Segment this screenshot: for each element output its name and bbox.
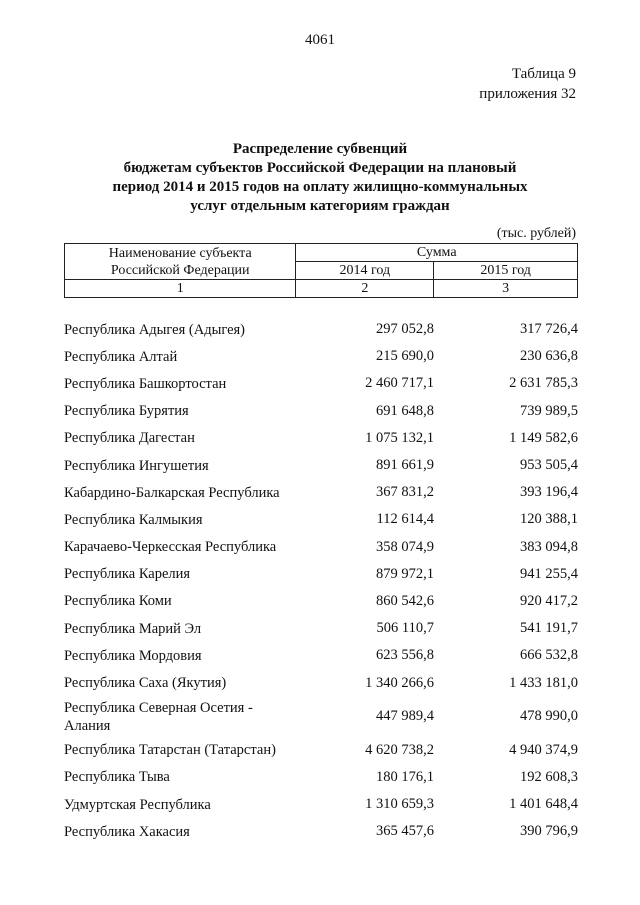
value-2014: 879 972,1 <box>376 565 434 582</box>
units-label: (тыс. рублей) <box>496 226 576 241</box>
table-row <box>64 697 578 737</box>
table-row <box>64 642 578 669</box>
value-2015: 192 608,3 <box>520 768 578 785</box>
table-row <box>64 425 578 452</box>
value-2014: 506 110,7 <box>376 620 434 637</box>
data-table <box>64 316 578 845</box>
region-name <box>64 697 296 737</box>
region-name-line1: Республика Северная Осетия - <box>64 699 253 716</box>
value-2015: 920 417,2 <box>520 592 578 609</box>
table-row <box>64 818 578 845</box>
region-name: Республика Алтай <box>64 348 178 365</box>
value-2015: 4 940 374,9 <box>509 741 578 758</box>
value-2014: 1 075 132,1 <box>365 429 434 446</box>
header-num-3: 3 <box>434 280 578 298</box>
table-reference <box>479 64 576 104</box>
region-name: Республика Карелия <box>64 566 191 583</box>
header-name-line2: Российской Федерации <box>110 262 250 278</box>
table-ref-line1: Таблица 9 <box>511 66 576 82</box>
header-num-1: 1 <box>65 280 296 298</box>
value-2014: 623 556,8 <box>376 647 434 664</box>
region-name: Республика Тыва <box>64 769 170 786</box>
table-row <box>64 669 578 696</box>
region-name: Республика Саха (Якутия) <box>64 675 227 692</box>
value-2014: 1 310 659,3 <box>365 796 434 813</box>
title-line2: бюджетам субъектов Российской Федерации на плановый <box>123 160 517 176</box>
document-title <box>0 140 640 216</box>
region-name: Республика Мордовия <box>64 647 202 664</box>
value-2015: 317 726,4 <box>520 321 578 338</box>
region-name: Республика Адыгея (Адыгея) <box>64 321 246 338</box>
region-name: Республика Хакасия <box>64 823 190 840</box>
table-row <box>64 615 578 642</box>
value-2014: 1 340 266,6 <box>365 674 434 691</box>
title-line1: Распределение субвенций <box>232 141 408 157</box>
region-name: Карачаево-Черкесская Республика <box>64 539 277 556</box>
value-2015: 1 149 582,6 <box>509 429 578 446</box>
value-2015: 739 989,5 <box>520 402 578 419</box>
table-row <box>64 764 578 791</box>
header-2014: 2014 год <box>296 262 434 280</box>
value-2014: 447 989,4 <box>376 708 434 725</box>
table-row <box>64 452 578 479</box>
table-row <box>64 479 578 506</box>
region-name: Республика Коми <box>64 593 172 610</box>
value-2014: 891 661,9 <box>376 457 434 474</box>
value-2015: 393 196,4 <box>520 484 578 501</box>
value-2014: 358 074,9 <box>376 538 434 555</box>
region-name: Республика Калмыкия <box>64 511 203 528</box>
table-row <box>64 737 578 764</box>
header-name-line1: Наименование субъекта <box>108 245 252 261</box>
region-name: Удмуртская Республика <box>64 796 211 813</box>
header-2015: 2015 год <box>434 262 578 280</box>
region-name-line2: Алания <box>64 717 111 734</box>
table-row <box>64 343 578 370</box>
header-name-cell <box>65 244 296 280</box>
value-2014: 860 542,6 <box>376 592 434 609</box>
table-row <box>64 534 578 561</box>
value-2015: 941 255,4 <box>520 565 578 582</box>
value-2015: 953 505,4 <box>520 457 578 474</box>
table-row <box>64 316 578 343</box>
value-2014: 112 614,4 <box>376 511 434 528</box>
value-2014: 365 457,6 <box>376 823 434 840</box>
value-2015: 1 433 181,0 <box>509 674 578 691</box>
value-2015: 478 990,0 <box>520 708 578 725</box>
value-2014: 691 648,8 <box>376 402 434 419</box>
table-row <box>64 791 578 818</box>
value-2015: 2 631 785,3 <box>509 375 578 392</box>
value-2014: 297 052,8 <box>376 321 434 338</box>
header-sum: Сумма <box>296 244 578 262</box>
value-2015: 666 532,8 <box>520 647 578 664</box>
title-line3: период 2014 и 2015 годов на оплату жилищно-коммунальных <box>112 179 528 195</box>
table-row <box>64 588 578 615</box>
region-name: Республика Татарстан (Татарстан) <box>64 742 276 759</box>
table-row <box>64 398 578 425</box>
page-number: 4061 <box>305 32 335 48</box>
title-line4: услуг отдельным категориям граждан <box>190 198 450 214</box>
region-name: Кабардино-Балкарская Республика <box>64 484 280 501</box>
value-2014: 2 460 717,1 <box>365 375 434 392</box>
table-row <box>64 561 578 588</box>
header-num-2: 2 <box>296 280 434 298</box>
value-2014: 4 620 738,2 <box>365 741 434 758</box>
value-2014: 180 176,1 <box>376 768 434 785</box>
value-2015: 541 191,7 <box>520 620 578 637</box>
value-2014: 215 690,0 <box>376 348 434 365</box>
region-name: Республика Ингушетия <box>64 457 209 474</box>
value-2015: 390 796,9 <box>520 823 578 840</box>
value-2015: 383 094,8 <box>520 538 578 555</box>
value-2014: 367 831,2 <box>376 484 434 501</box>
table-header <box>64 243 578 298</box>
value-2015: 1 401 648,4 <box>509 796 578 813</box>
table-row <box>64 506 578 533</box>
region-name: Республика Бурятия <box>64 403 189 420</box>
table-row <box>64 370 578 397</box>
region-name: Республика Марий Эл <box>64 620 202 637</box>
region-name: Республика Башкортостан <box>64 375 227 392</box>
region-name: Республика Дагестан <box>64 430 195 447</box>
value-2015: 120 388,1 <box>520 511 578 528</box>
table-ref-line2: приложения 32 <box>479 86 576 102</box>
value-2015: 230 636,8 <box>520 348 578 365</box>
